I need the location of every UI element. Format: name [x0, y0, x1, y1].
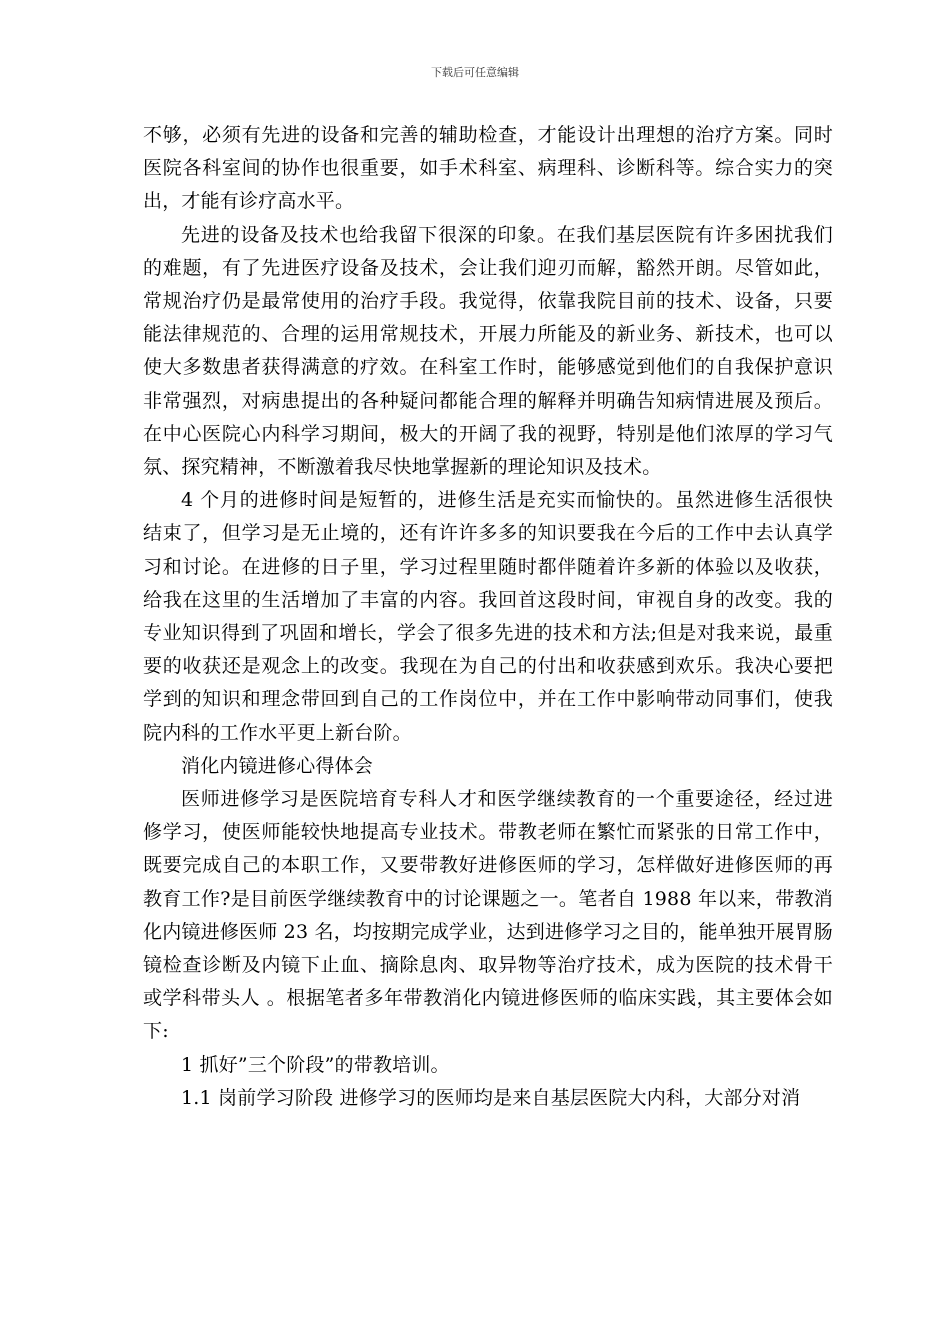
list-heading: 1 抓好”三个阶段”的带教培训。: [181, 1053, 450, 1076]
header-note: 下载后可任意编辑: [431, 66, 519, 79]
section-heading: 消化内镜进修心得体会: [181, 754, 374, 777]
paragraph: 4 个月的进修时间是短暂的，进修生活是充实而愉快的。虽然进修生活很快结束了，但学习是无止境的，还有许许多多的知识要我在今后的工作中去认真学习和讨论。在进修的日子里，学习过程里随时都伴随着许多新的体验以及收获，给我在这里的生活增加了丰富的内容。我回首这段时间，审视自身的改变。我的专业知识得到了巩固和增长，学会了很多先进的技术和方法;但是对我来说，最重要的收获还是观念上的改变。我现在为自己的付出和收获感到欢乐。我决心要把学到的知识和理念带回到自己的工作岗位中，并在工作中影响带动同事们，使我院内科的工作水平更上新台阶。: [143, 489, 833, 744]
paragraph: 医师进修学习是医院培育专科人才和医学继续教育的一个重要途径，经过进修学习，使医师能较快地提高专业技术。带教老师在繁忙而紧张的日常工作中，既要完成自己的本职工作，又要带教好进修医师的学习，怎样做好进修医师的再教育工作?是目前医学继续教育中的讨论课题之一。笔者自 1988 年以来，带教消化内镜进修医师 23 名，均按期完成学业，达到进修学习之目的，能单独开展胃肠镜检查诊断及内镜下止血、摘除息肉、取异物等治疗技术，成为医院的技术骨干或学科带头人 。根据笔者多年带教消化内镜进修医师的临床实践，其主要体会如下:: [143, 788, 833, 1043]
body-text: [143, 119, 833, 1115]
paragraph: 不够，必须有先进的设备和完善的辅助检查，才能设计出理想的治疗方案。同时医院各科室间的协作也很重要，如手术科室、病理科、诊断科等。综合实力的突出，才能有诊疗高水平。: [143, 124, 833, 213]
paragraph: 先进的设备及技术也给我留下很深的印象。在我们基层医院有许多困扰我们的难题，有了先进医疗设备及技术，会让我们迎刃而解，豁然开朗。尽管如此，常规治疗仍是最常使用的治疗手段。我觉得，依靠我院目前的技术、设备，只要能法律规范的、合理的运用常规技术，开展力所能及的新业务、新技术，也可以使大多数患者获得满意的疗效。在科室工作时，能够感觉到他们的自我保护意识非常强烈，对病患提出的各种疑问都能合理的解释并明确告知病情进展及预后。在中心医院心内科学习期间，极大的开阔了我的视野，特别是他们浓厚的学习气氛、探究精神，不断激着我尽快地掌握新的理论知识及技术。: [143, 223, 833, 479]
paragraph: 1.1 岗前学习阶段 进修学习的医师均是来自基层医院大内科，大部分对消: [181, 1086, 801, 1109]
